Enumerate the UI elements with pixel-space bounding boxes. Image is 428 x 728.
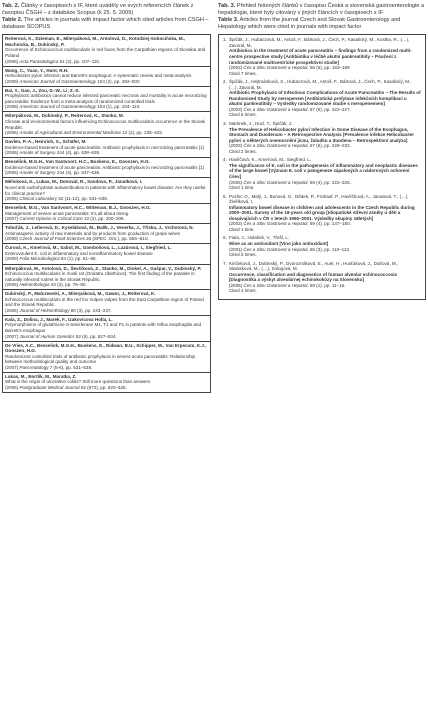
row-volume-pages: 43 (2), pp. 76–80. — [49, 282, 87, 288]
row-source — [5, 236, 208, 242]
row-journal: Folia Microbiologica — [19, 256, 60, 262]
item-authors: Havlíčová, K., Kmeťová, M., Siegfried, L. — [229, 157, 312, 163]
item-cited-count: Cited 2 times. — [229, 252, 257, 258]
row-title: Polymorphisms of glutathione S-transferase M1, T1 and P1 in patients with reflux esophagitis and Barrett's esophagus — [5, 322, 202, 333]
list-item — [223, 194, 421, 233]
row-journal: American Journal of Gastroenterology — [19, 78, 96, 84]
item-title: The Prevalence of Helicobacter pylori Infection in Some Disease of the Esophagus, Stomach and Duodenum – A Retrospective Analysis [Prevalence infekce Helicobacter pylori u některých onemocnění jícnu, žaludku a duodena – Retrospektivní analýza] — [229, 126, 414, 143]
row-volume-pages: 82 (972), pp. 620–625. — [79, 384, 127, 390]
row-year: (2009) — [5, 256, 19, 262]
list-item — [223, 121, 421, 154]
item-authors: Pozler, O., Malý, J., Bonová, O., Dědek, P., Frühauf, P., Havlíčková, A., Janatová, T., (…), Živělková, I. — [229, 193, 409, 205]
item-title: Antibiotic Prophylaxis of Infectious Complications of Acute Pancreatitis – The Results of Randomised Study by meropenem [Antibiotická profylaxe infekčních komplikací u akutní pankreatitidy – Výsledky randomizované studie s meropenemem] — [229, 90, 421, 107]
item-year: (2001) — [229, 246, 243, 252]
item-number: 2. — [223, 79, 227, 85]
row-title: Echinococcus multilocularis in musk rat (Ondatra zibethicus): The first finding of the parasite in naturally infected rodent in the Slovak Republic — [5, 271, 195, 282]
row-authors: Tobuťák, J., Leñerová, D., Kyseláková, M., Balík, J., Veverka, J., Tříska, J., Vrchotová, N. — [5, 225, 194, 231]
row-volume-pages: 80 (3), pp. 243–247. — [69, 307, 112, 313]
item-year: (2003) — [229, 106, 243, 112]
row-journal: Journal of Helminthology — [19, 307, 70, 313]
row-source — [5, 104, 208, 110]
row-volume-pages: 244 (4), pp. 638–639. — [55, 150, 101, 156]
item-authors: Špičák, J., Hejtmánková, S., Hubaczová, M., Antoš, F., Bártová, J., Čech, P., Kasalický, M., (…), Zavoral, M. — [229, 79, 412, 90]
row-title: Evidence-based treatment of acute pancreatitis: Antibiotic prophylaxis in necrotizing pancreatitis [1] — [5, 144, 204, 150]
item-authors: Martinek, J., Hucl, T., Špičák, J. — [229, 121, 293, 127]
item-volume-pages: , 57 (6), pp. 222–227. — [307, 106, 351, 112]
table-row — [3, 341, 210, 372]
row-year: (2008) — [5, 104, 19, 110]
table-2-caption-czech — [2, 3, 211, 16]
table-3-column — [218, 3, 426, 300]
row-authors: Čurová, K., Kmeťová, M., Sabol, M., Gombošová, L., Lazúrová, I., Siegfried, L. — [5, 245, 172, 251]
item-number: 3. — [223, 121, 227, 127]
row-journal: Czech Journal of Food Sciences — [19, 236, 85, 242]
item-number: 5. — [223, 193, 227, 199]
table-row — [3, 137, 210, 157]
row-journal: Annals of Surgery — [19, 170, 56, 176]
row-year: (2006) — [5, 58, 19, 64]
row-source — [5, 216, 208, 222]
row-source — [5, 334, 208, 340]
row-authors: Dubinský, P., Malczewski, A., Miterpáková, M., Gawor, J., Reiterová, K. — [5, 291, 156, 297]
item-number: 7. — [223, 260, 227, 266]
item-volume-pages: , 56 (5), pp. 183–189 — [307, 65, 350, 71]
row-source — [5, 365, 208, 371]
table-row — [3, 86, 210, 112]
row-authors: Gavlen, P.-A., Heinrich, S., Schäfer, M. — [5, 139, 87, 145]
row-year: (2006) — [5, 384, 19, 390]
item-year: (2003) — [229, 221, 243, 227]
row-source — [5, 256, 208, 262]
row-authors: De Vries, A.C., Besselink, M.G.H., Buskens, E., Ridwan, B.U., Schipper, M., Van Erpecum, K.J., Gooszen, H.G. — [5, 342, 207, 354]
table-row — [3, 157, 210, 177]
row-source — [5, 196, 208, 202]
item-cited-count: Cited 2 times. — [229, 148, 257, 154]
row-authors: Miterpáková, M., Antolová, D., Ševčíková, Z., Stanko, M., Dinkel, A., Gašpar, V., Dubinský, P. — [5, 265, 202, 271]
row-year: (2006) — [5, 130, 19, 136]
row-volume-pages: 26 (SPEC. ISS.), pp. 55S–61S. — [84, 236, 150, 242]
table-row — [3, 243, 210, 263]
caption-text: The articles in journals with impact factor which cited articles from CSGH – database SCOPUS — [2, 17, 209, 30]
row-year: (2009) — [5, 78, 19, 84]
item-authors: Špičák, J., Hubaczová, M., Antoš, F., Bártová, J., Čech, P., Kasalický, M., Kostka, R., (…), Zavoral, M. — [229, 37, 410, 48]
row-journal: Clinical Laboratory — [19, 196, 58, 202]
table-3 — [218, 34, 426, 300]
row-title: Occurrence of Echinococcus multilocularis in red foxes from the Carpathian regions of Slovakia and Poland — [5, 47, 206, 59]
row-title: What is the origin of ulcerative colitis? Still more questions than answers — [5, 379, 151, 385]
row-year: (2007) — [5, 333, 19, 339]
row-year: (2006) — [5, 282, 19, 288]
row-volume-pages: 7 (5-6), pp. 531–538. — [48, 364, 93, 370]
row-volume-pages: 244 (4), pp. 637–638. — [55, 170, 101, 176]
row-journal: Pancreatology — [19, 364, 49, 370]
row-title: Antimutagenic activity of raw materials and by-products from production of grape wines — [5, 230, 180, 236]
row-year: (2008) — [5, 236, 19, 242]
row-journal: Current Opinion in Critical Care — [19, 216, 83, 222]
row-title: Novel anti-carbohydrate autoantibodies in patients with inflammatory bowel disease: Are they useful for clinical practice? — [5, 184, 206, 196]
table-3-caption-czech — [218, 3, 426, 16]
row-year: (2006) — [5, 150, 19, 156]
table-row — [3, 372, 210, 392]
row-authors: Besselink, M.G.H., Van Santvoort, H.C., Buskens, E., Gooszen, H.G. — [5, 159, 150, 165]
table-row — [3, 35, 210, 65]
row-source — [5, 385, 208, 391]
item-cited-count: Cited 7 times. — [229, 70, 257, 76]
row-title: Helicobacter pylori infection and Barrett's esophagus: A systematic review and meta-analysis — [5, 73, 192, 79]
table-row — [3, 177, 210, 203]
row-title: Management of severe acute pancreatitis: It's all about timing — [5, 210, 129, 216]
table-2 — [2, 34, 211, 393]
caption-label: Tab. 2. — [2, 3, 20, 9]
row-volume-pages: 54 (1), pp. 81–86. — [59, 256, 97, 262]
row-year: (2007) — [5, 216, 19, 222]
caption-text: Articles from the journal Czech and Slovak Gastroenterology and Hepatology which were cited in journals with impact factor — [218, 17, 401, 30]
row-source — [5, 308, 208, 314]
row-volume-pages: 13 (2), pp. 200–206. — [82, 216, 125, 222]
item-cited-count: Cited 1 time. — [229, 226, 255, 232]
row-volume-pages: 51 (2), pp. 107–110. — [58, 58, 101, 64]
item-volume-pages: , 57 (6), pp. 228–232. — [307, 143, 351, 149]
row-source — [5, 79, 208, 85]
row-authors: Reiterová, K., Dzieman, E., Miterpáková, M., Antolová, D., Kotodziej-Sobocińska, M., Machnicka, B., Dubinský, P. — [5, 36, 186, 47]
item-authors: Kinčeková, J., Dubinský, P., Dvoroznáková, E., Auer, H., Husťaková, J., Daňová, M., Stanisková, M., (…), Sologová, M. — [229, 260, 399, 272]
row-year: (2006) — [5, 307, 19, 313]
table-row — [3, 223, 210, 243]
table-3-caption-english — [218, 17, 426, 30]
item-year: (2003) — [229, 143, 243, 149]
row-title: Enterovirulent E. coli in inflammatory and noninflammatory bowel disease — [5, 250, 153, 256]
caption-text: Články v časopisech s IF, které uváděly ve svých referencích článek z časopisu ČSGH – z databáze Scopus (k 25. 5. 2009) — [2, 3, 194, 16]
item-journal: Čes a Slov Gastroent a Hepatol — [243, 179, 308, 185]
item-year: (2005) — [229, 282, 243, 288]
row-journal: Journal of Human Genetics — [19, 333, 75, 339]
table-2-caption-english — [2, 17, 211, 30]
row-volume-pages: 52 (6), pp. 527–534. — [74, 333, 117, 339]
row-year: (2007) — [5, 364, 19, 370]
row-authors: Bai, Y., Gao, J., Zou, D.-W., Li, Z.-S. — [5, 87, 80, 93]
row-source — [5, 59, 208, 65]
item-number: 4. — [223, 157, 227, 163]
row-journal: Helminthologia — [19, 282, 50, 288]
row-authors: Mělicková, K., Lukas, M., Donoval, R., Sandova, P., Janatková, I. — [5, 179, 143, 185]
item-volume-pages: , 59 (4), pp. 222–225. — [307, 179, 351, 185]
row-authors: Wang, C., Yuan, Y., Hunt, R.H. — [5, 67, 69, 73]
item-title: Inflammatory bowel disease in children and adolescents in the Czech Republic during 2000–2001. Survey of the 18-years old group [Idiopatické střevní záněty u dětí a dospívajících v ČR v letech 1990–2001. Výsledky skupiny 18letých] — [229, 204, 415, 221]
item-volume-pages: , 59 (1), pp. 11–16. — [307, 282, 346, 288]
row-journal: American Journal of Gastroenterology — [19, 104, 96, 110]
item-authors: Fiala, J., Holašek, V., Třešl, L. — [229, 235, 290, 241]
item-title: The significance of E. coli in the pathogenesis of inflammatory and neoplastic diseases of the large bowel [Význam E. coli v patogeneze zápalových a nádorových ochorení čriev] — [229, 162, 418, 179]
item-title: Occurrence, classification and diagnostics of human alveolar echinococcosis [Diagnostika a výskyt alveolárnej echinokokózy na Slovensku] — [229, 271, 398, 283]
row-source — [5, 150, 208, 156]
item-year: (2002) — [229, 65, 243, 71]
table-row — [3, 264, 210, 290]
table-row — [3, 289, 210, 315]
table-2-column — [2, 3, 211, 393]
item-journal: Čes a Slov Gastroent a Hepatol — [243, 246, 308, 252]
row-volume-pages: 52 (11-12), pp. 631–638. — [57, 196, 109, 202]
row-journal: Acta Parasitologica — [19, 58, 59, 64]
item-cited-count: Cited 1 time. — [229, 185, 255, 191]
item-journal: Čes a Slov Gastroent a Hepatol — [243, 282, 308, 288]
item-title: Wine as an antioxidant [Víno jako antioxidant] — [229, 240, 329, 246]
list-item — [223, 261, 421, 294]
item-journal: Čes a Slov Gastroent a Hepatol — [243, 143, 308, 149]
caption-label: Table 2. — [2, 17, 23, 24]
list-item — [223, 79, 421, 118]
item-journal: Čes a Slov Gastroent a Hepatol — [243, 65, 308, 71]
item-number: 1. — [223, 37, 227, 43]
caption-label: Tab. 3. — [218, 3, 236, 9]
item-volume-pages: , 59 (4), pp. 147–150. — [307, 221, 351, 227]
row-source — [5, 282, 208, 288]
item-number: 6. — [223, 235, 227, 241]
row-journal: Postgraduate Medical Journal — [19, 384, 80, 390]
row-journal: Annals of Agricultural and Environmental Medicine — [19, 130, 121, 136]
item-cited-count: Cited 6 times. — [229, 112, 257, 118]
row-authors: Besselink, M.G., Van Santvoort, H.C., Witteman, B.J., Gooszen, H.G. — [5, 205, 151, 211]
row-title: Climate and environmental factors influencing Echinococcus multilocularis occurrence in the Slovak Republic — [5, 118, 205, 130]
list-item — [223, 235, 421, 257]
row-journal: Annals of Surgery — [19, 150, 56, 156]
row-authors: Miterpáková, M., Dubinský, P., Reiterová, K., Stanko, M. — [5, 113, 124, 119]
table-row — [3, 111, 210, 137]
caption-label: Table 3. — [218, 17, 239, 24]
row-title: Randomized controlled trials of antibiotic prophylaxis in severe acute pancreatitis: Relationship between methodological quality and outcome — [5, 353, 196, 365]
item-journal: Čes a Slov Gastroent a Hepatol — [243, 221, 308, 227]
item-cited-count: Cited 4 times. — [229, 288, 257, 294]
row-volume-pages: 103 (1), pp. 104–110. — [96, 104, 141, 110]
row-title: Evidence-based treatment of acute pancreatitis: Antibiotic prophylaxis in necrotizing pancreatitis [1] — [5, 164, 204, 170]
item-journal: Čes a Slov Gastroent a Hepatol — [243, 106, 308, 112]
item-volume-pages: , 55 (3), pp. 110–113. — [307, 246, 351, 252]
table-row — [3, 66, 210, 86]
row-title: Echinococcus multilocularis in the red fox Vulpes vulpes from the East Carpathian region of Poland and the Slovak Republic — [5, 296, 204, 308]
list-item — [223, 37, 421, 76]
table-row — [3, 315, 210, 341]
list-item — [223, 157, 421, 190]
row-volume-pages: 104 (2), pp. 492–500 — [96, 78, 140, 84]
item-title: Antibiotics in the treatment of acute pancreatitis – findings from a randomized multi-centre prospective study [Antibiotika v léčbě akutní pankreatitidy – Poučení z randomizované multicentrické prospektivní studie] — [229, 48, 412, 65]
caption-text: Přehled řešených článků v časopisu Česká a slovenská gastroenterologie a hepatologie, které byly citovány v jiných článcích v časopisech s IF — [218, 3, 425, 16]
row-title: Prophylactic antibiotics cannot reduce infected pancreatic necrosis and mortality in acute necrotizing pancreatitis: Evidence from a meta-analysis of randomized controlled trials — [5, 93, 207, 104]
row-volume-pages: 13 (2), pp. 235–242. — [120, 130, 164, 136]
row-authors: Kala, Z., Dolina, J., Marek, F., Izakovicova Holla, L. — [5, 316, 113, 322]
item-year: (2005) — [229, 179, 243, 185]
row-year: (2006) — [5, 170, 19, 176]
row-authors: Lukas, M., Bortlík, M., Maratka, Z. — [5, 373, 77, 379]
row-source — [5, 130, 208, 136]
row-source — [5, 170, 208, 176]
table-row — [3, 203, 210, 223]
row-year: (2006) — [5, 196, 19, 202]
